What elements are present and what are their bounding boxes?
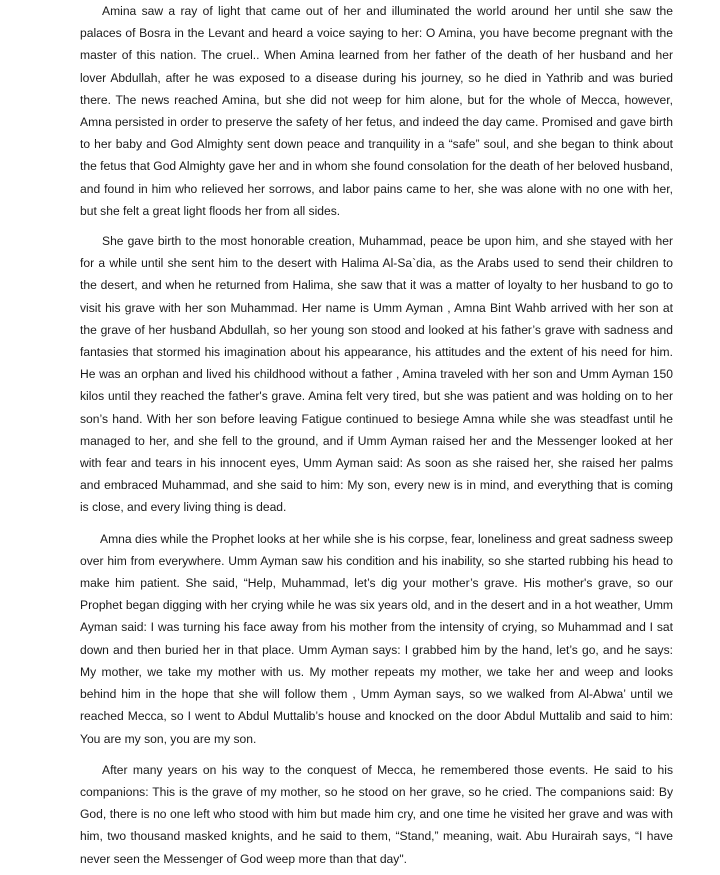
paragraph-birth-and-grave-visit: She gave birth to the most honorable creation, Muhammad, peace be upon him, and she stayed with her for a while until she sent him to the desert with Halima Al-Sa`dia, as the Arabs used to send their children to the desert, and when he returned from Halima, she saw that it was a matter of loyalty to her husband to go to visit his grave with her son Muhammad. Her name is Umm Ayman , Amna Bint Wahb arrived with her son at the grave of her husband Abdullah, so her young son stood and looked at his father’s grave with sadness and fantasies that stormed his imagination about his appearance, his attitudes and the extent of his need for him. He was an orphan and lived his childhood without a father , Amina traveled with her son and Umm Ayman 150 kilos until they reached the father's grave. Amina felt very tired, but she was patient and was holding on to her son’s hand. With her son before leaving Fatigue continued to besiege Amna while she was steadfast until he managed to her, and she fell to the ground, and if Umm Ayman raised her and the Messenger looked at her with fear and tears in his innocent eyes, Umm Ayman said: As soon as she raised her, she raised her palms and embraced Muhammad, and she said to him: My son, every new is in mind, and everything that is coming is close, and every living thing is dead.	[80, 234, 673, 515]
paragraph-conquest-of-mecca: After many years on his way to the conquest of Mecca, he remembered those events. He said to his companions: This is the grave of my mother, so he stood on her grave, so he cried. The companions said: By God, there is no one left who stood with him but made him cry, and one time he visited her grave and was with him, two thousand masked knights, and he said to them, “Stand,” meaning, wait. Abu Hurairah says, “I have never seen the Messenger of God weep more than that day".	[80, 762, 673, 866]
paragraph-amna-death: Amna dies while the Prophet looks at her while she is his corpse, fear, loneliness and great sadness sweep over him from everywhere. Umm Ayman saw his condition and his inability, so she started rubbing his head to make him patient. She said, “Help, Muhammad, let’s dig your mother’s grave. His mother's grave, so our Prophet began digging with her crying while he was six years old, and in the desert and in a hot weather, Umm Ayman said: I was turning his face away from his mother from the intensity of crying, so Muhammad and I sat down and then buried her in that place. Umm Ayman says: I grabbed him by the hand, let’s go, and he says: My mother, we take my mother with us. My mother repeats my mother, we take her and weep and looks behind him in the hope that she will follow them , Umm Ayman says, so we walked from Al-Abwa’ until we reached Mecca, so I went to Abdul Muttalib’s house and knocked on the door Abdul Muttalib and said to him: You are my son, you are my son.	[80, 531, 673, 746]
document-page	[80, 0, 673, 870]
paragraph-amina-light: Amina saw a ray of light that came out of her and illuminated the world around her until she saw the palaces of Bosra in the Levant and heard a voice saying to her: O Amina, you have become pregnant with the master of this nation. The cruel.. When Amina learned from her father of the death of her husband and her lover Abdullah, after he was exposed to a disease during his journey, so he died in Yathrib and was buried there. The news reached Amina, but she did not weep for him alone, but for the whole of Mecca, however, Amna persisted in order to preserve the safety of her fetus, and indeed the day came. Promised and gave birth to her baby and God Almighty sent down peace and tranquility in a “safe” soul, and she began to think about the fetus that God Almighty gave her and in whom she found consolation for the death of her beloved husband, and found in him who relieved her sorrows, and labor pains came to her, she was alone with no one with her, but she felt a great light floods her from all sides.	[80, 4, 673, 218]
